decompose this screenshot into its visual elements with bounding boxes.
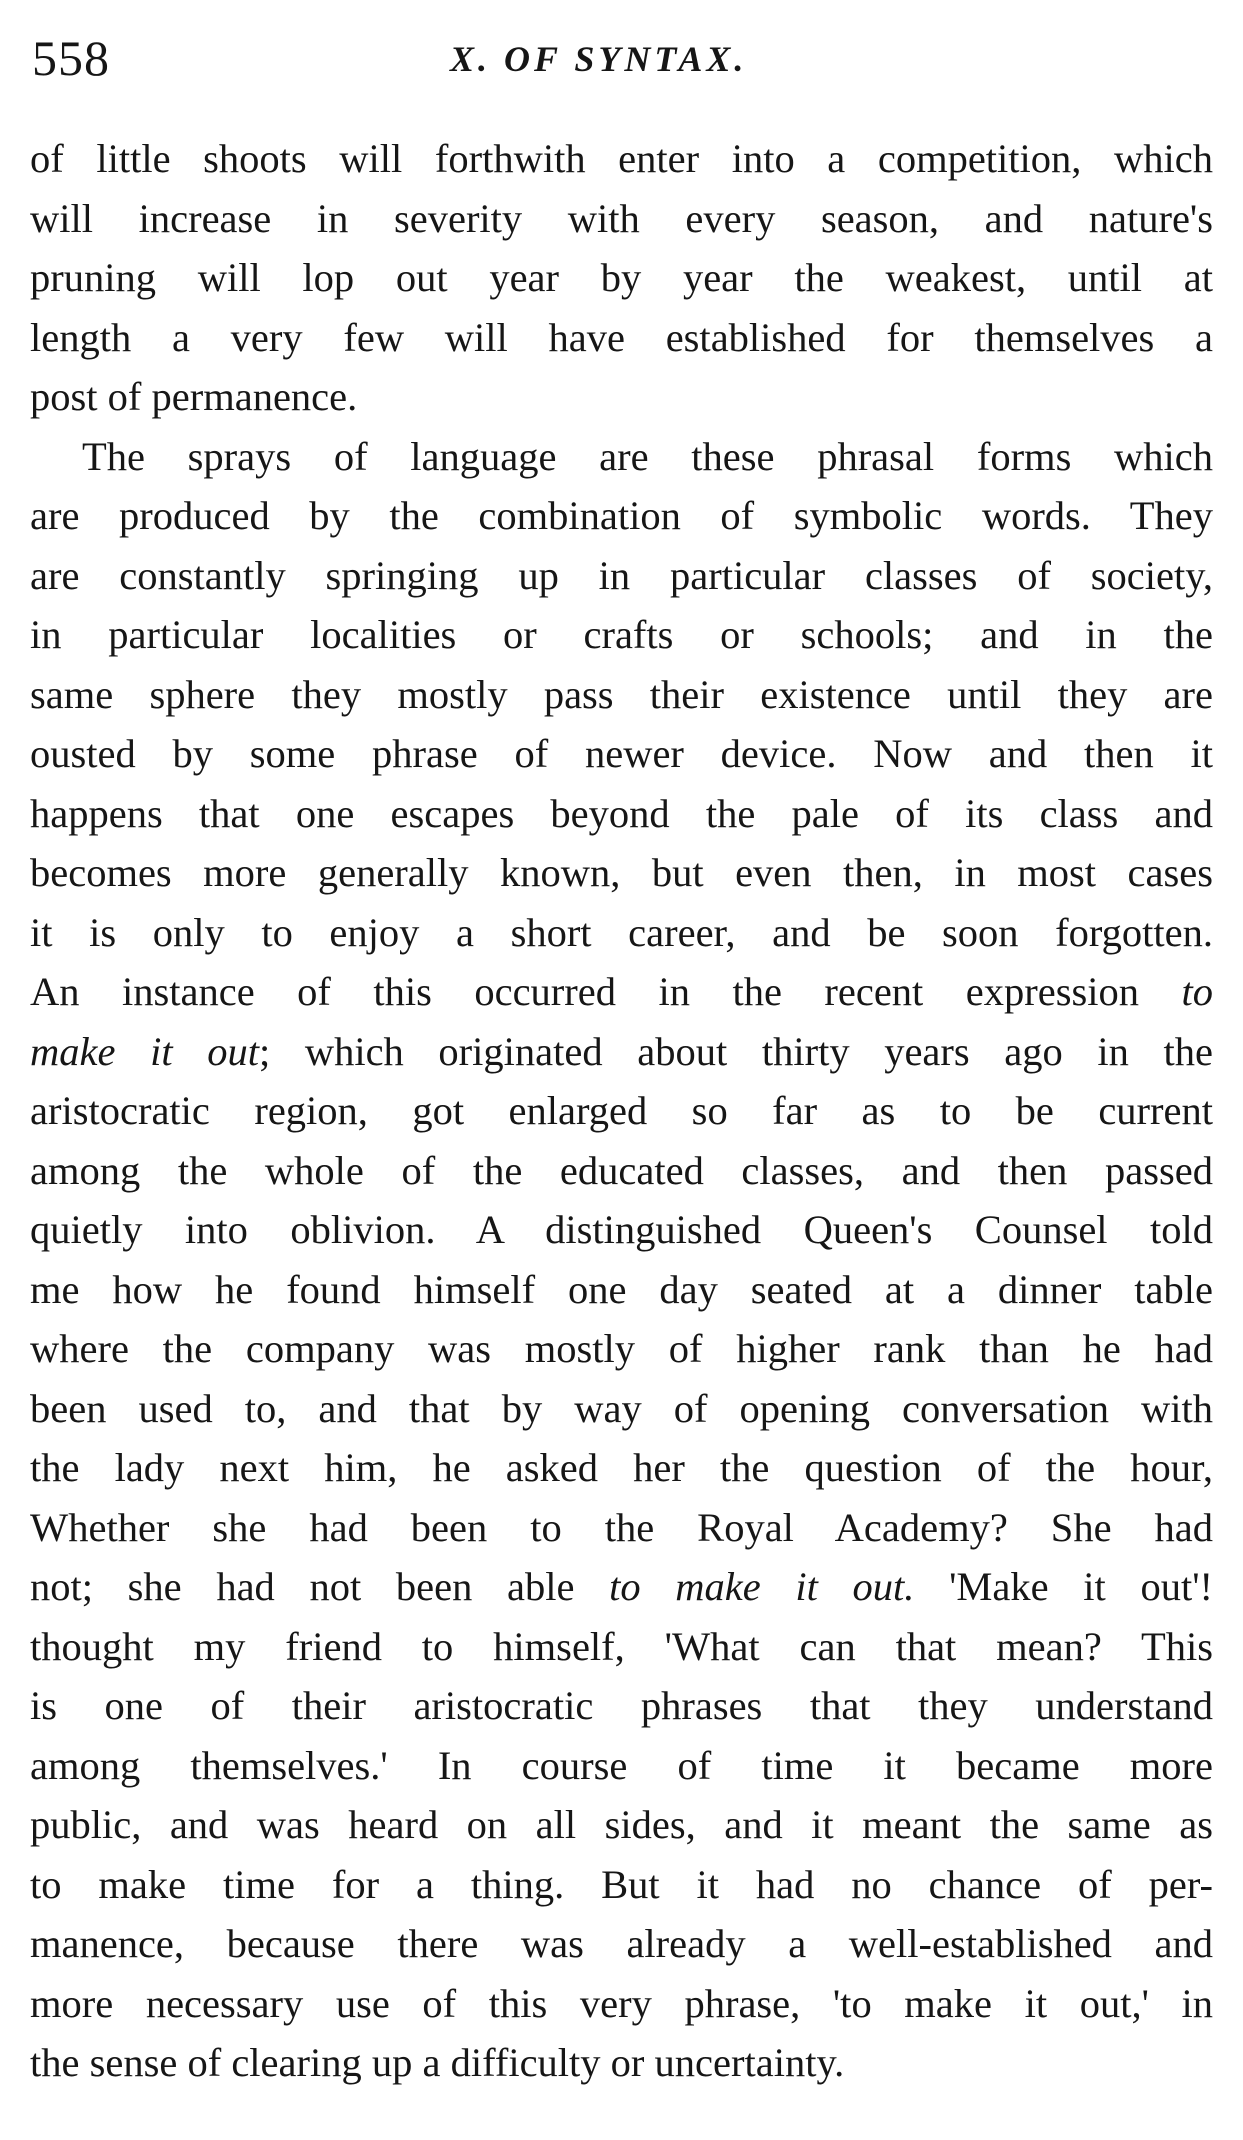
text-line: aristocratic region, got enlarged so far as to be current: [30, 1088, 1213, 1133]
text-line: length a very few will have established for themselves a: [30, 314, 1213, 360]
text-line: quietly into oblivion. A distinguished Queen's Counsel told: [30, 1207, 1213, 1252]
italic-phrase: to: [1181, 969, 1213, 1014]
italic-phrase: to make it out.: [609, 1564, 915, 1609]
text-line: public, and was heard on all sides, and it meant the same as: [30, 1802, 1213, 1847]
text-line: will increase in severity with every season, and nature's: [30, 195, 1213, 241]
text-line: not; she had not been able to make it out. 'Make it out'!: [30, 1564, 1213, 1609]
text-line: in particular localities or crafts or schools; and in the: [30, 612, 1213, 657]
text-line: The sprays of language are these phrasal forms which: [82, 433, 1213, 479]
text-line: manence, because there was already a well-established and: [30, 1921, 1213, 1966]
text-line: make it out; which originated about thirty years ago in the: [30, 1028, 1213, 1074]
text-line: are constantly springing up in particular classes of society,: [30, 552, 1213, 598]
text-line: is one of their aristocratic phrases that they understand: [30, 1683, 1213, 1728]
text-line: ousted by some phrase of newer device. Now and then it: [30, 731, 1213, 776]
text-line: where the company was mostly of higher rank than he had: [30, 1326, 1213, 1371]
text-line: of little shoots will forthwith enter into a competition, which: [30, 136, 1213, 181]
text-line: post of permanence.: [30, 374, 358, 419]
text-line: to make time for a thing. But it had no chance of per-: [30, 1861, 1213, 1907]
body-text: [30, 129, 1213, 2093]
text-line: among themselves.' In course of time it became more: [30, 1742, 1213, 1788]
text-line: the lady next him, he asked her the question of the hour,: [30, 1445, 1213, 1490]
text-line: happens that one escapes beyond the pale of its class and: [30, 790, 1213, 836]
text-line: pruning will lop out year by year the weakest, until at: [30, 255, 1213, 300]
text-line: same sphere they mostly pass their existence until they are: [30, 671, 1213, 717]
text-line: Whether she had been to the Royal Academy? She had: [30, 1504, 1213, 1550]
text-line: more necessary use of this very phrase, 'to make it out,' in: [30, 1980, 1213, 2026]
text-line: becomes more generally known, but even then, in most cases: [30, 850, 1213, 895]
text-line: thought my friend to himself, 'What can that mean? This: [30, 1623, 1213, 1669]
page-number: 558: [32, 30, 110, 86]
text-line: are produced by the combination of symbolic words. They: [30, 493, 1213, 538]
text-line: the sense of clearing up a difficulty or uncertainty.: [30, 2040, 845, 2085]
italic-phrase: make it out: [30, 1028, 259, 1074]
running-title: X. OF SYNTAX.: [450, 39, 748, 79]
text-line: been used to, and that by way of opening conversation with: [30, 1385, 1213, 1431]
text-line: me how he found himself one day seated at a dinner table: [30, 1266, 1213, 1312]
text-line: An instance of this occurred in the recent expression to: [30, 969, 1213, 1014]
text-line: among the whole of the educated classes, and then passed: [30, 1147, 1213, 1193]
text-line: it is only to enjoy a short career, and be soon forgotten.: [30, 909, 1213, 955]
